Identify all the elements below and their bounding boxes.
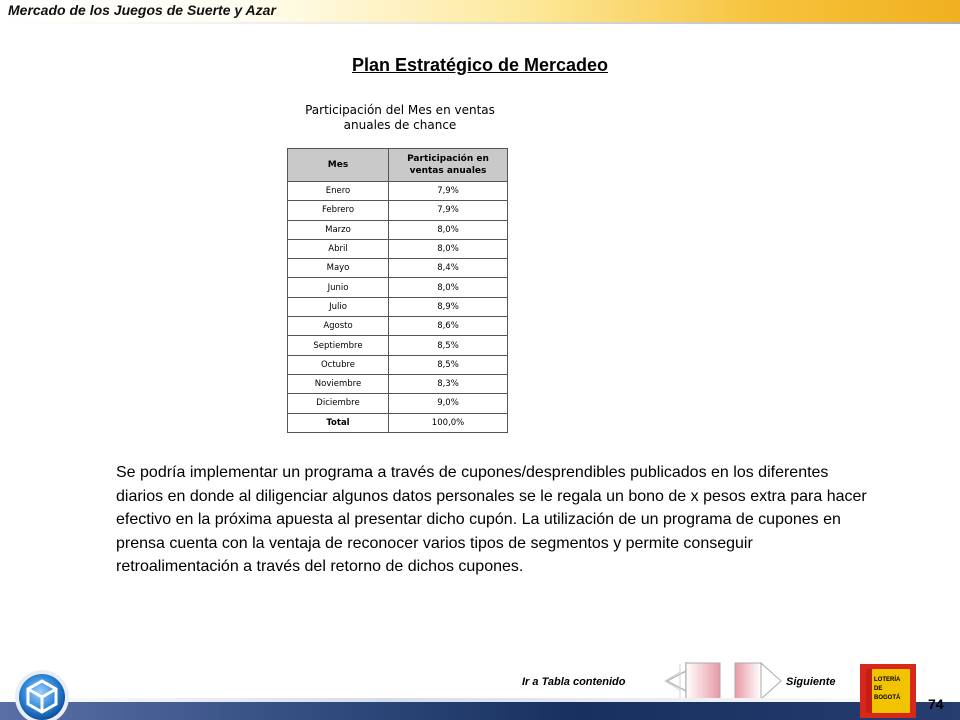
table-caption-line1: Participación del Mes en ventas [305, 103, 495, 117]
total-value-cell: 100,0% [389, 413, 508, 432]
month-cell: Octubre [288, 355, 389, 374]
next-link[interactable]: Siguiente [786, 676, 836, 688]
table-row [288, 278, 508, 297]
arrow-right-icon[interactable] [734, 660, 782, 702]
logo-text-line3: BOGOTÁ [874, 695, 901, 701]
footer-bar [0, 702, 960, 720]
header-divider [0, 22, 960, 24]
loteria-de-bogota-logo [860, 664, 916, 718]
share-cell: 8,3% [389, 374, 508, 393]
table-row [288, 259, 508, 278]
column-header-mes: Mes [288, 149, 389, 182]
column-header-line2: ventas anuales [409, 166, 487, 176]
table-row [288, 355, 508, 374]
share-cell: 7,9% [389, 182, 508, 201]
brand-title: Mercado de los Juegos de Suerte y Azar [8, 2, 276, 18]
share-cell: 7,9% [389, 201, 508, 220]
month-cell: Mayo [288, 259, 389, 278]
column-header-line1: Participación en [407, 154, 489, 164]
page-number: 74 [928, 696, 944, 712]
month-cell: Enero [288, 182, 389, 201]
share-cell: 8,6% [389, 317, 508, 336]
page-title: Plan Estratégico de Mercadeo [351, 55, 609, 75]
table-row [288, 239, 508, 258]
logo-text-line1: LOTERÍA [874, 677, 901, 683]
table-row [288, 336, 508, 355]
month-cell: Abril [288, 239, 389, 258]
month-cell: Febrero [288, 201, 389, 220]
table-caption-line2: anuales de chance [343, 118, 457, 132]
month-cell: Agosto [288, 317, 389, 336]
table-row [288, 317, 508, 336]
share-cell: 8,4% [389, 259, 508, 278]
column-header-participacion [389, 149, 508, 182]
table-row [288, 374, 508, 393]
table-of-contents-link[interactable]: Ir a Tabla contenido [522, 676, 626, 688]
share-cell: 9,0% [389, 394, 508, 413]
table-total-row [288, 413, 508, 432]
table-row [288, 201, 508, 220]
month-cell: Junio [288, 278, 389, 297]
body-paragraph: Se podría implementar un programa a través de cupones/desprendibles publicados en los diferentes diarios en donde al diligenciar algunos datos personales se le regala un bono de x pesos extra para hacer efectivo en la próxima apuesta al presentar dicho cupón. La utilización de un programa de cupones en prensa cuenta con la ventaja de reconocer varios tipos de segmentos y permite conseguir retroalimentación a través del retorno de dichos cupones. [116, 464, 867, 575]
share-cell: 8,9% [389, 297, 508, 316]
share-cell: 8,0% [389, 278, 508, 297]
month-cell: Noviembre [288, 374, 389, 393]
table-row [288, 182, 508, 201]
share-cell: 8,0% [389, 220, 508, 239]
month-cell: Diciembre [288, 394, 389, 413]
month-cell: Septiembre [288, 336, 389, 355]
cube-emblem-icon [13, 668, 71, 720]
table-row [288, 220, 508, 239]
table-row [288, 394, 508, 413]
table-header-row [288, 149, 508, 182]
month-cell: Julio [288, 297, 389, 316]
monthly-share-table [287, 148, 508, 433]
table-caption [290, 103, 510, 133]
table-row [288, 297, 508, 316]
share-cell: 8,5% [389, 355, 508, 374]
share-cell: 8,5% [389, 336, 508, 355]
total-label-cell: Total [288, 413, 389, 432]
month-cell: Marzo [288, 220, 389, 239]
logo-text-line2: DE [874, 686, 883, 692]
share-cell: 8,0% [389, 239, 508, 258]
arrow-left-icon[interactable] [664, 660, 722, 702]
